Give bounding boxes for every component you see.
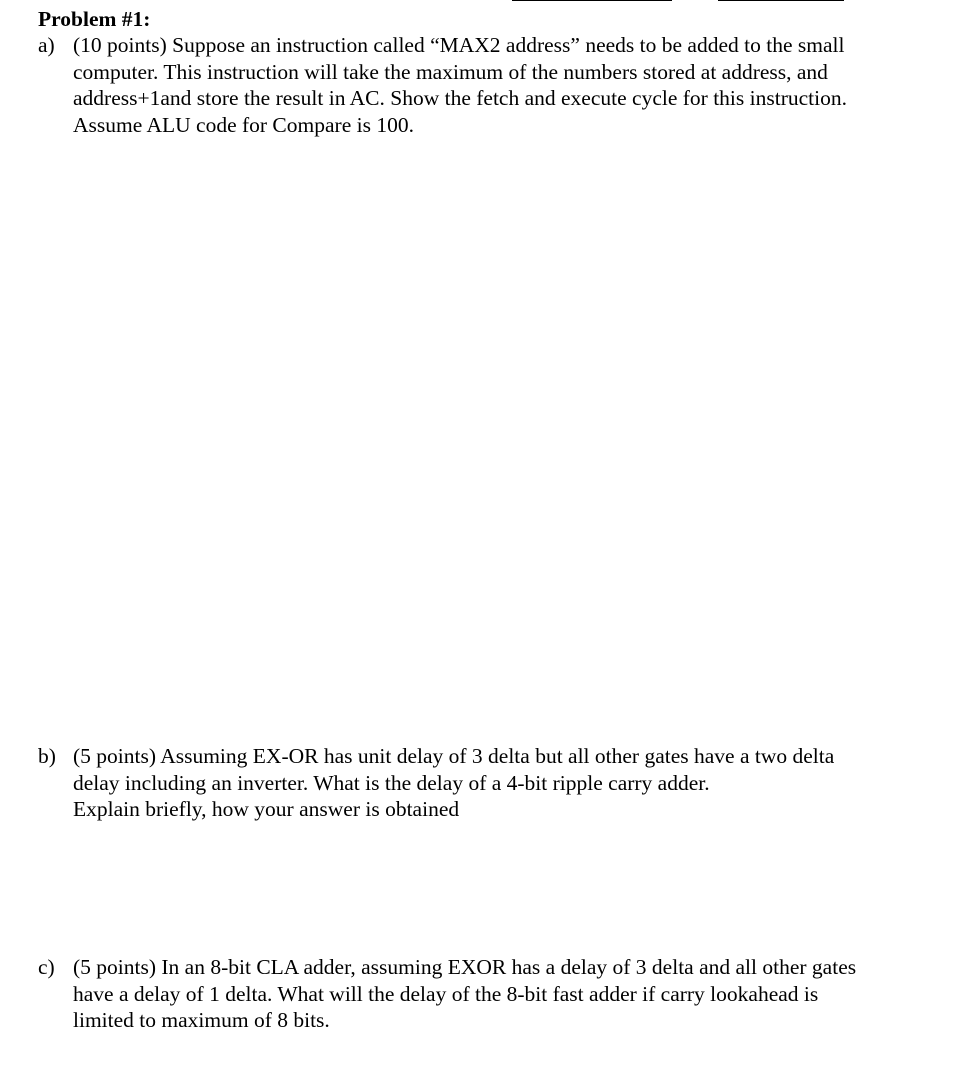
part-b-label: b): [38, 744, 56, 768]
part-b-text: (5 points) Assuming EX-OR has unit delay of 3 delta but all other gates have a two delta delay including an inverter. What is the delay of a 4-bit ripple carry adder. Explain briefly, how your answer is obtained: [73, 744, 835, 821]
question-part-a: [38, 32, 918, 138]
question-part-b: [38, 743, 918, 823]
problem-title: Problem #1:: [38, 7, 151, 31]
id-blank-line: [718, 0, 844, 1]
part-c-label: c): [38, 955, 55, 979]
part-a-label: a): [38, 33, 55, 57]
part-c-text: (5 points) In an 8-bit CLA adder, assuming EXOR has a delay of 3 delta and all other gates have a delay of 1 delta. What will the delay of the 8-bit fast adder if carry lookahead is limited to maximum of 8 bits.: [73, 955, 857, 1032]
name-blank-line: [512, 0, 672, 1]
part-a-text: (10 points) Suppose an instruction called “MAX2 address” needs to be added to the small computer. This instruction will take the maximum of the numbers stored at address, and address+1and store the result in AC. Show the fetch and execute cycle for this instruction. Assume ALU code for Compare is 100.: [73, 33, 847, 137]
question-part-c: [38, 954, 918, 1034]
